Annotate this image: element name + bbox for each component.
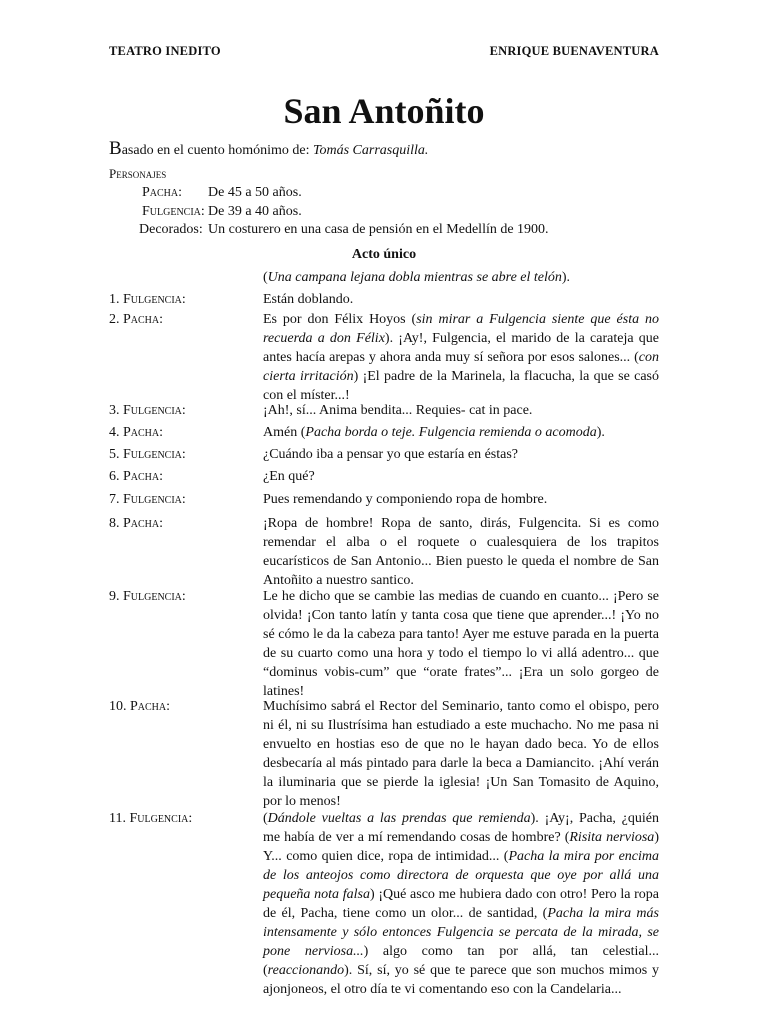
dialogue-line: [109, 290, 659, 309]
dialogue-text: Están doblando.: [263, 292, 354, 307]
dialogue-text: Muchísimo sabrá el Rector del Seminario, tanto como el obispo, pero ni él, ni su Ilustrísima han estudiado a este muchacho. No me pasa ni envuelto en hostias eso de que no le hayan dado beca. Yo de ellos desbecaría al más pintado para darle la beca a Damiancito. ¡Ahí verán la iluminaria que se pierde la iglesia! ¡Un San Tomasito de Aquino, por lo menos!: [263, 699, 659, 809]
speaker-label: 9. Fulgencia:: [109, 589, 186, 604]
speaker-label: 8. Pacha:: [109, 516, 164, 531]
dialogue-line: [109, 401, 659, 420]
dialogue-text: ¿Cuándo iba a pensar yo que estaría en éstas?: [263, 447, 519, 462]
based-on-line: [109, 138, 428, 160]
dialogue-line: [109, 587, 659, 701]
personaje-value: De 45 a 50 años.: [208, 185, 302, 200]
dialogue-text: (Una campana lejana dobla mientras se abre el telón).: [263, 270, 571, 285]
dialogue-text: Pues remendando y componiendo ropa de hombre.: [263, 492, 548, 507]
speaker-label: 6. Pacha:: [109, 469, 164, 484]
personajes-heading: Personajes: [109, 166, 167, 181]
speaker-label: 2. Pacha:: [109, 312, 164, 327]
speaker-label: 1. Fulgencia:: [109, 292, 186, 307]
personaje-key: Decorados:: [139, 222, 203, 237]
speaker-label: 11. Fulgencia:: [109, 811, 193, 826]
stage-direction: [109, 268, 659, 287]
speaker-label: 10. Pacha:: [109, 699, 171, 714]
based-on-initial: B: [109, 138, 122, 159]
header-left: TEATRO INEDITO: [109, 44, 221, 58]
speaker-label: 3. Fulgencia:: [109, 403, 186, 418]
dialogue-text: (Dándole vueltas a las prendas que remienda). ¡Ay¡, Pacha, ¿quién me había de ver a mí remendando cosas de hombre? (Risita nerviosa) Y... como quien dice, ropa de intimidad... (Pacha la mira por encima de los anteojos como directora de orquesta que oye por allá una pequeña nota falsa) ¡Qué asco me hubiera dado con otro! Pero la ropa de él, Pacha, tiene como un olor... de santidad, (Pacha la mira más intensamente y sólo entonces Fulgencia se percata de la mirada, se pone nerviosa...) algo como tan por allá, tan celestial... (reaccionando). Sí, sí, yo sé que te parece que son muchos mimos y ajonjoneos, el otro día te vi comentando eso con la Candelaria...: [263, 811, 660, 997]
dialogue-line: [109, 809, 659, 999]
dialogue-line: [109, 310, 659, 405]
header-right: ENRIQUE BUENAVENTURA: [489, 44, 659, 58]
dialogue-line: [109, 697, 659, 811]
dialogue-text: ¡Ropa de hombre! Ropa de santo, dirás, Fulgencita. Si es como remendar el alba o el roquete o cualesquiera de los trapitos eucarísticos de San Antonio... Bien puesto le queda el nombre de San Antoñito a nuestro santico.: [263, 516, 659, 588]
play-title: San Antoñito: [283, 91, 485, 131]
dialogue-line: [109, 423, 659, 442]
dialogue-text: ¡Ah!, sí... Anima bendita... Requies- cat in pace.: [263, 403, 533, 418]
dialogue-line: [109, 514, 659, 590]
speaker-label: 4. Pacha:: [109, 425, 164, 440]
dialogue-text: ¿En qué?: [263, 469, 315, 484]
dialogue-line: [109, 445, 659, 464]
dialogue-line: [109, 490, 659, 509]
dialogue-text: Es por don Félix Hoyos (sin mirar a Fulgencia siente que ésta no recuerda a don Félix). ¡Ay!, Fulgencia, el marido de la carateja que antes hacía arepas y ahora anda muy sí señora por esos salones... (con cierta irritación) ¡El padre de la Marinela, la flacucha, la que se casó con el míster...!: [263, 312, 659, 403]
personaje-value: Un costurero en una casa de pensión en el Medellín de 1900.: [208, 222, 549, 237]
personaje-key: Fulgencia:: [142, 204, 205, 219]
dialogue-text: Amén (Pacha borda o teje. Fulgencia remienda o acomoda).: [263, 425, 605, 440]
based-on-text: asado en el cuento homónimo de:: [121, 143, 313, 158]
dialogue-line: [109, 467, 659, 486]
dialogue-text: Le he dicho que se cambie las medias de cuando en cuanto... ¡Pero se olvida! ¡Con tanto latín y tanta cosa que tiene que aprender...! ¡Yo no sé cómo le da la cabeza para tanto! Ayer me estuve parada en la puerta de su cuarto como una hora y todo el tiempo lo vi allá adentro... que “dominus vobis-cum” que “orate frates”... ¡Era un solo gorgeo de latines!: [263, 589, 659, 699]
act-heading: Acto único: [351, 247, 417, 262]
speaker-label: 7. Fulgencia:: [109, 492, 186, 507]
personaje-value: De 39 a 40 años.: [208, 204, 302, 219]
personaje-key: Pacha:: [142, 185, 183, 200]
based-on-author: Tomás Carrasquilla.: [312, 143, 429, 158]
speaker-label: 5. Fulgencia:: [109, 447, 186, 462]
